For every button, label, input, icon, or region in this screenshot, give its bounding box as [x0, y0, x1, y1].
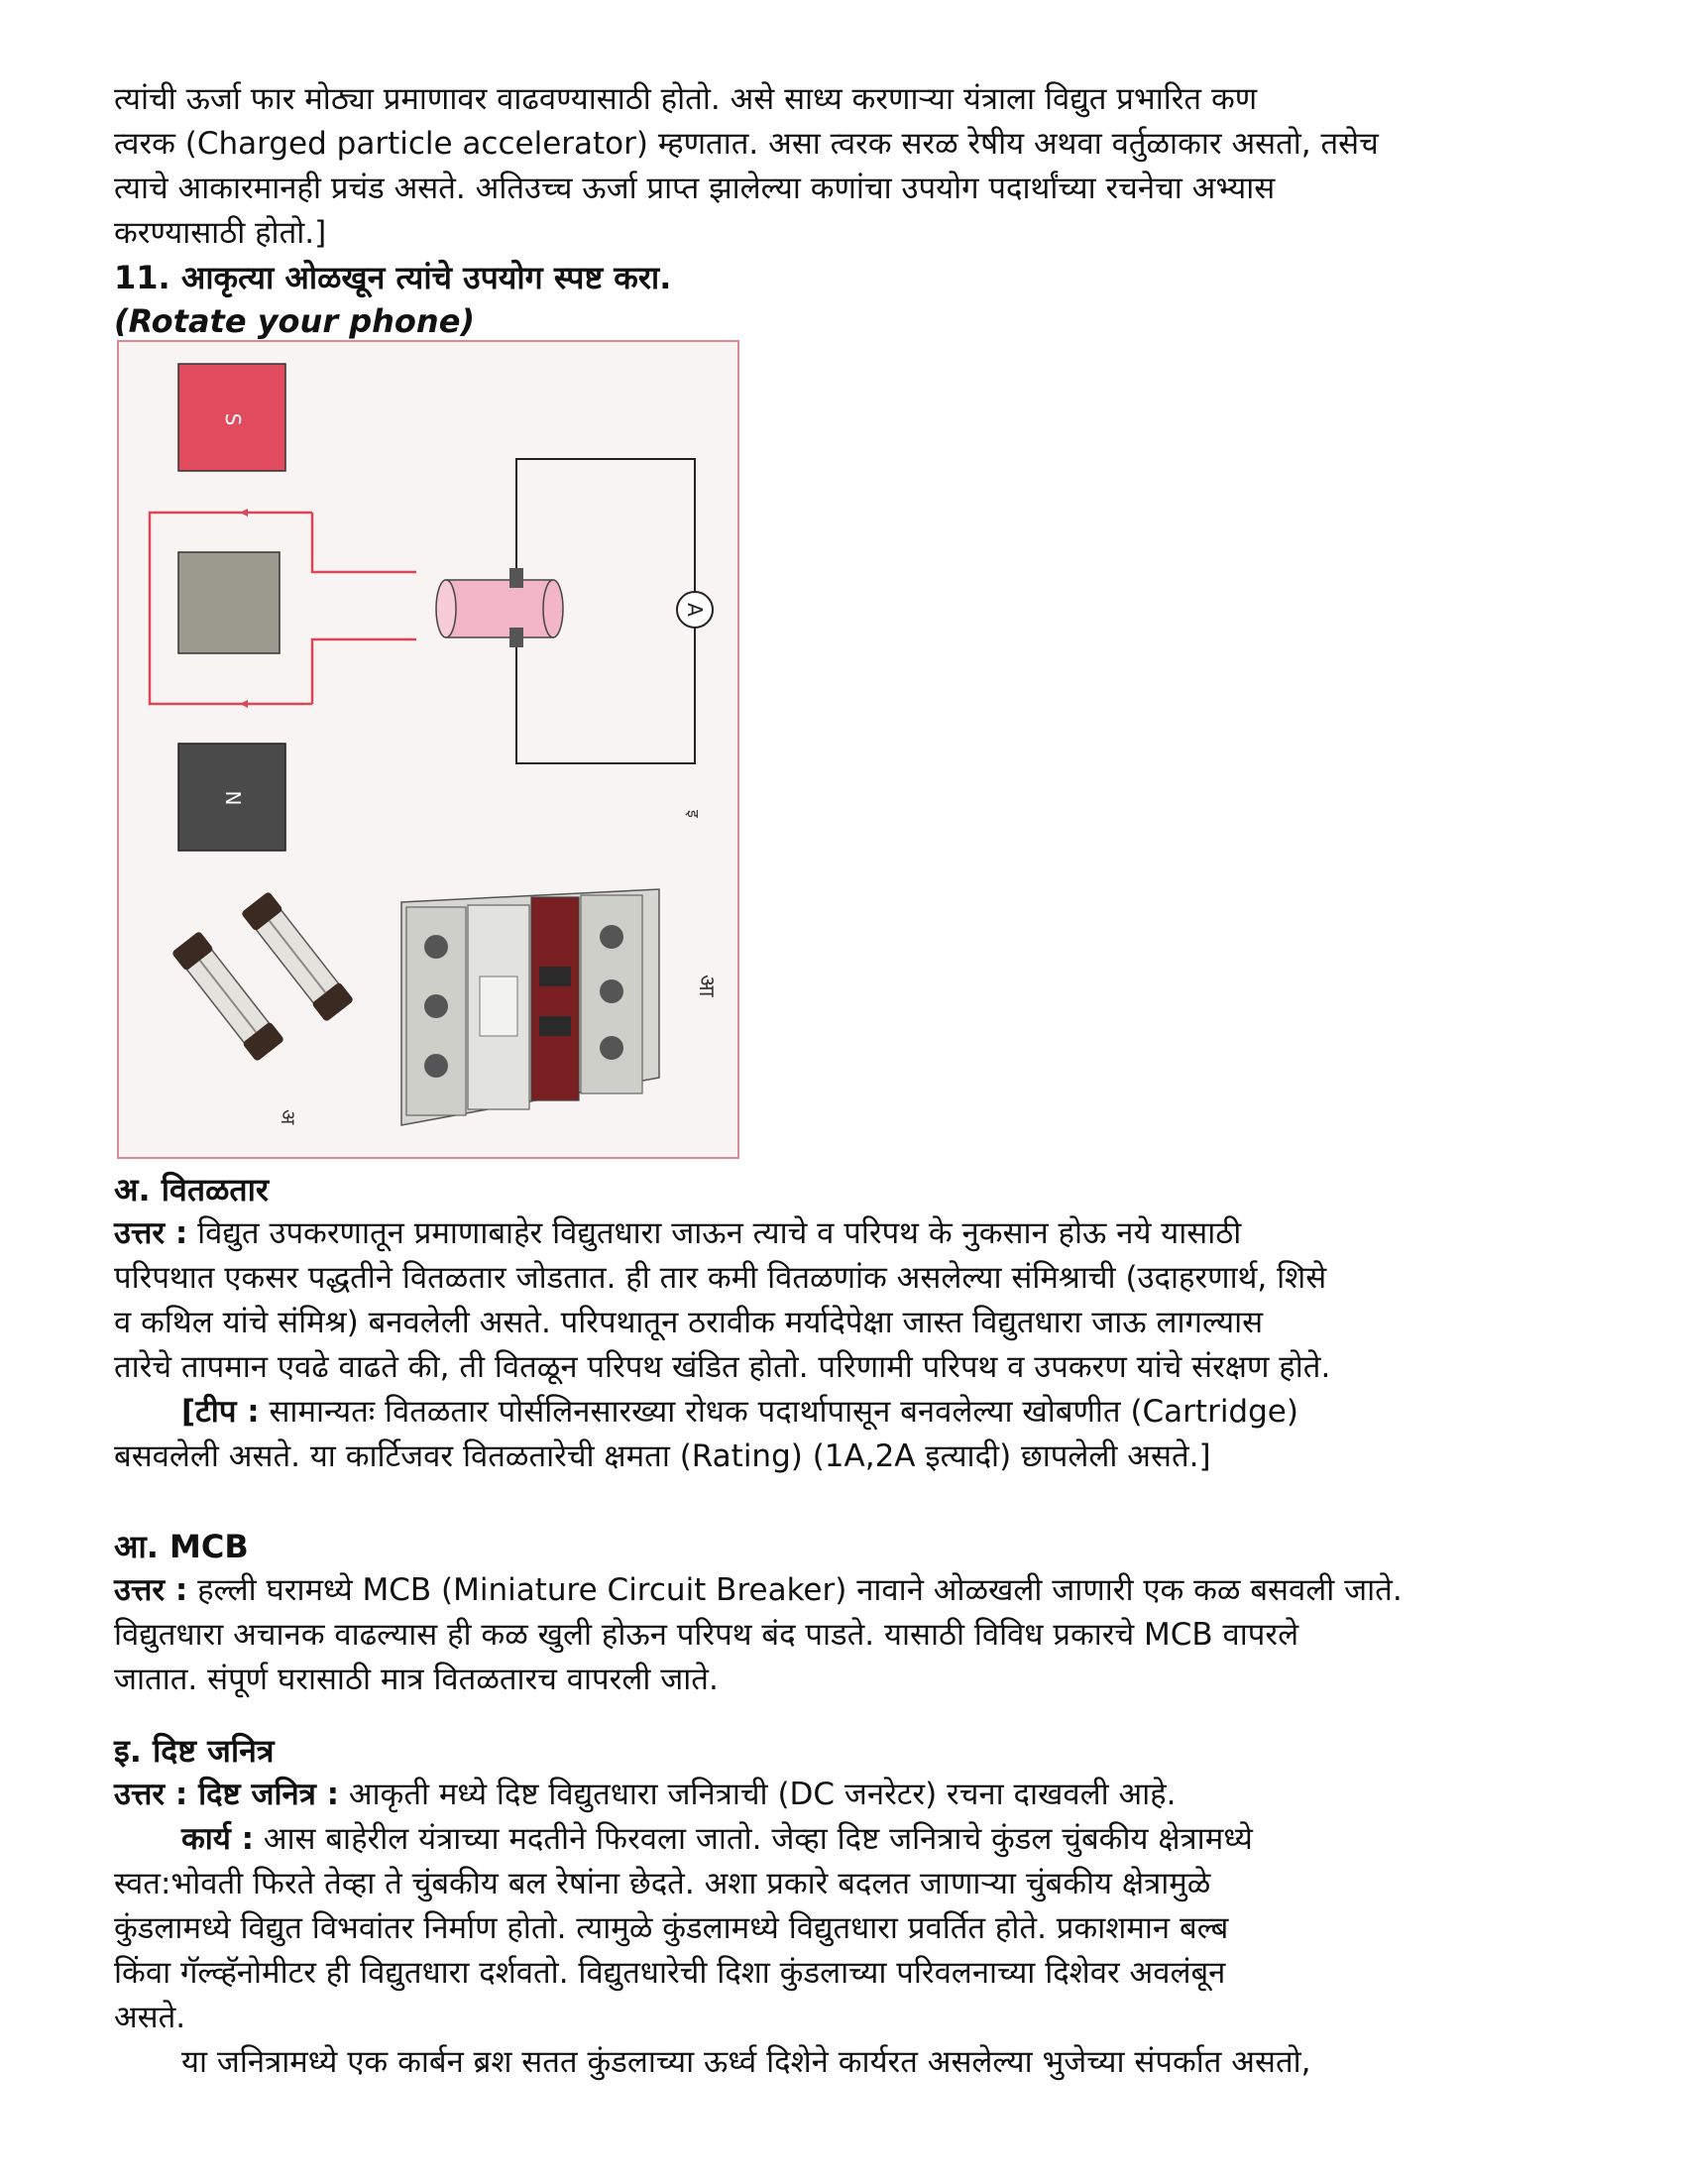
brush-bottom	[509, 628, 523, 647]
answer-line	[114, 1211, 1581, 1256]
answer-label: उत्तर : दिष्ट जनित्र :	[114, 1777, 339, 1812]
magnet-north-label: N	[221, 790, 245, 806]
answer-line: व कथिल यांचे संमिश्र) बनवलेली असते. परिपथातून ठरावीक मर्यादेपेक्षा जास्त विद्युतधारा जाऊ लागल्यास	[114, 1305, 1264, 1340]
intro-line: त्वरक (Charged particle accelerator) म्हणतात. असा त्वरक सरळ रेषीय अथवा वर्तुळाकार असतो, तसेच	[114, 126, 1379, 162]
commutator	[446, 580, 553, 637]
figure-label-aa: आ	[694, 975, 719, 997]
answer-line: तारेचे तापमान एवढे वाढते की, ती वितळून परिपथ खंडित होतो. परिणामी परिपथ व उपकरण यांचे संरक्षण होते.	[114, 1349, 1331, 1385]
answer-line	[114, 1773, 1581, 1817]
intro-line: त्याचे आकारमानही प्रचंड असते. अतिउच्च ऊर्जा प्राप्त झालेल्या कणांचा उपयोग पदार्थांच्या रचनेचा अभ्यास	[114, 171, 1276, 206]
figure-drawing	[119, 342, 737, 1157]
answer-line: जातात. संपूर्ण घरासाठी मात्र वितळतारच वापरली जाते.	[114, 1662, 719, 1697]
tip-line: बसवलेली असते. या कार्टिजवर वितळतारेची क्षमता (Rating) (1A,2A इत्यादी) छापलेली असते.]	[114, 1438, 1211, 1474]
section-fuse	[114, 1168, 1581, 1479]
tip-text: सामान्यतः वितळतार पोर्सलिनसारख्या रोधक पदार्थापासून बनवलेल्या खोबणीत (Cartridge)	[259, 1394, 1298, 1430]
answer-label: उत्तर :	[114, 1572, 188, 1608]
work-line: स्वत:भोवती फिरते तेव्हा ते चुंबकीय बल रेषांना छेदते. अशा प्रकारे बदलत जाणाऱ्या चुंबकीय क्षेत्रामुळे	[114, 1866, 1211, 1901]
last-line: या जनित्रामध्ये एक कार्बन ब्रश सतत कुंडलाच्या ऊर्ध्व दिशेने कार्यरत असलेल्या भुजेच्या संपर्कात असतो,	[181, 2044, 1311, 2080]
answer-line: विद्युतधारा अचानक वाढल्यास ही कळ खुली होऊन परिपथ बंद पाडते. यासाठी विविध प्रकारचे MCB वापरले	[114, 1617, 1299, 1653]
fuse-1	[171, 931, 285, 1062]
question-heading: 11. आकृत्या ओळखून त्यांचे उपयोग स्पष्ट करा.	[114, 259, 672, 296]
work-line	[114, 1817, 1581, 1862]
figure-panel	[117, 340, 739, 1159]
answer-line: परिपथात एकसर पद्धतीने वितळतार जोडतात. ही तार कमी वितळणांक असलेल्या संमिश्राची (उदाहरणार्थ, शिसे	[114, 1260, 1327, 1296]
intro-block	[114, 77, 1581, 343]
answer-text: आकृती मध्ये दिष्ट विद्युतधारा जनित्राची (DC जनरेटर) रचना दाखवली आहे.	[339, 1777, 1177, 1812]
figure-label-a: अ	[277, 1109, 300, 1125]
mcb-device	[401, 889, 659, 1125]
brush-top	[509, 568, 523, 588]
coil-block	[178, 552, 280, 653]
work-label: कार्य :	[181, 1821, 255, 1857]
answer-text: हल्ली घरामध्ये MCB (Miniature Circuit Breaker) नावाने ओळखली जाणारी एक कळ बसवली जाते.	[187, 1572, 1403, 1608]
intro-line: त्यांची ऊर्जा फार मोठ्या प्रमाणावर वाढवण्यासाठी होतो. असे साध्य करणाऱ्या यंत्राला विद्युत प्रभारित कण	[114, 81, 1258, 117]
answer-text: विद्युत उपकरणातून प्रमाणाबाहेर विद्युतधारा जाऊन त्याचे व परिपथ के नुकसान होऊ नये यासाठी	[187, 1215, 1242, 1251]
section-mcb	[114, 1525, 1581, 1702]
work-line: किंवा गॅल्व्हॅनोमीटर ही विद्युतधारा दर्शवतो. विद्युतधारेची दिशा कुंडलाच्या परिवलनाच्या दिशेवर अवलंबून	[114, 1955, 1226, 1991]
section-heading: अ. वितळतार	[114, 1171, 270, 1208]
section-heading: इ. दिष्ट जनित्र	[114, 1732, 275, 1770]
ammeter-label: A	[683, 603, 707, 617]
answer-line	[114, 1568, 1581, 1613]
figure-label-i: इ	[684, 810, 703, 818]
tip-line	[114, 1390, 1581, 1435]
fuse-2	[241, 891, 355, 1022]
magnet-south-label: S	[221, 412, 245, 426]
work-text: आस बाहेरील यंत्राच्या मदतीने फिरवला जातो. जेव्हा दिष्ट जनित्राचे कुंडल चुंबकीय क्षेत्रामध्ये	[254, 1821, 1253, 1857]
work-line: कुंडलामध्ये विद्युत विभवांतर निर्माण होतो. त्यामुळे कुंडलामध्ये विद्युतधारा प्रवर्तित होते. प्रकाशमान बल्ब	[114, 1910, 1229, 1946]
answer-label: उत्तर :	[114, 1215, 188, 1251]
section-heading: आ. MCB	[114, 1528, 249, 1565]
circuit-wire	[516, 459, 695, 592]
work-line: असते.	[114, 2000, 186, 2035]
intro-line: करण्यासाठी होतो.]	[114, 215, 327, 251]
tip-label: [टीप :	[181, 1394, 260, 1430]
section-dc-generator	[114, 1729, 1581, 2085]
rotate-note: (Rotate your phone)	[114, 302, 476, 340]
